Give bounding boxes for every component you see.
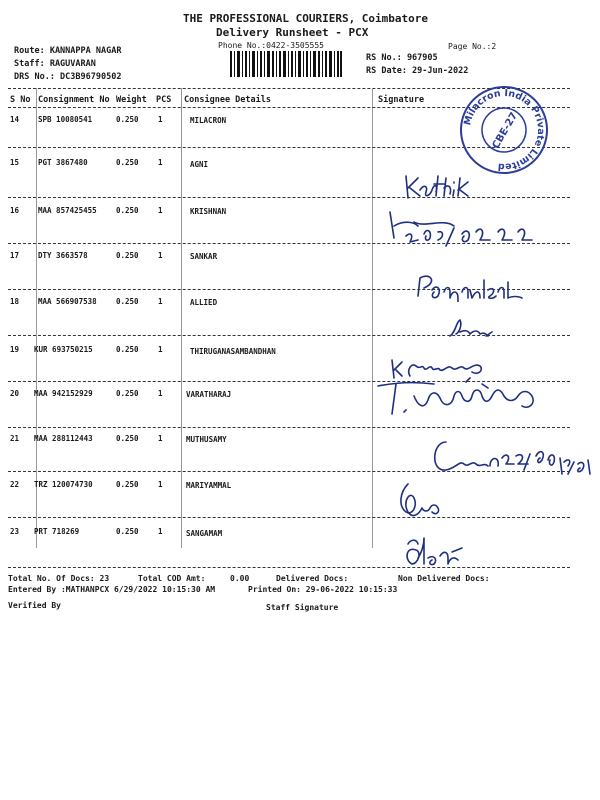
col-consignee: Consignee Details [184,95,271,105]
row-consignee: SANGAMAM [186,529,223,538]
row-consignee: SANKAR [190,252,218,261]
table-bottom-rule [8,567,570,568]
verified-by: Verified By [8,601,61,610]
total-docs: Total No. Of Docs: 23 [8,574,110,583]
row-sno: 18 [10,297,20,306]
row-consignee: MILACRON [190,116,227,125]
row-weight: 0.250 [116,345,139,354]
row-weight: 0.250 [116,389,139,398]
page-number: Page No.:2 [448,42,497,51]
col-signature: Signature [378,95,425,105]
row-consignment: KUR 693750215 [34,345,93,354]
row-sno: 17 [10,251,20,260]
row-pcs: 1 [158,345,163,354]
col-weight: Weight [116,95,147,105]
col-pcs: PCS [156,95,172,105]
signature-row22 [394,478,450,522]
row-consignment: PGT 3867480 [38,158,88,167]
stamp-text: Milacron India Private Limited [462,87,547,173]
signature-row21 [428,436,598,488]
rs-date: RS Date: 29-Jun-2022 [366,66,469,76]
entered-by: Entered By :MATHANPCX 6/29/2022 10:15:30 AM [8,585,216,594]
column-divider [181,88,182,548]
signature-row15 [400,170,480,202]
col-consignment: Consignment No [38,95,110,105]
signature-row17 [414,272,526,302]
row-rule [8,517,570,518]
barcode [230,51,342,77]
row-weight: 0.250 [116,434,139,443]
row-weight: 0.250 [116,115,139,124]
row-sno: 16 [10,206,20,215]
staff-label: Staff: RAGUVARAN [14,59,96,69]
signature-row20 [374,376,564,420]
row-rule [8,427,570,428]
signature-row23 [400,534,480,570]
row-sno: 15 [10,158,20,167]
row-weight: 0.250 [116,297,139,306]
route-label: Route: KANNAPPA NAGAR [14,46,122,56]
row-sno: 14 [10,115,20,124]
row-pcs: 1 [158,297,163,306]
column-divider [372,88,373,548]
non-delivered-docs: Non Delivered Docs: [398,574,490,583]
row-consignee: THIRUGANASAMBANDHAN [190,347,276,356]
row-consignee: MARIYAMMAL [186,481,232,490]
printed-on: Printed On: 29-06-2022 10:15:33 [248,585,398,594]
row-weight: 0.250 [116,206,139,215]
row-pcs: 1 [158,434,163,443]
row-consignee: ALLIED [190,298,218,307]
signature-row18 [446,316,496,340]
row-pcs: 1 [158,115,163,124]
row-sno: 23 [10,527,20,536]
row-consignment: MAA 288112443 [34,434,93,443]
row-consignee: MUTHUSAMY [186,435,227,444]
row-weight: 0.250 [116,158,139,167]
row-pcs: 1 [158,251,163,260]
row-consignee: AGNI [190,160,209,169]
signature-row16 [384,210,534,250]
row-consignment: DTY 3663578 [38,251,88,260]
row-consignment: SPB 10080541 [38,115,93,124]
row-weight: 0.250 [116,480,139,489]
stamp-code: CBE-27 [490,110,521,151]
row-sno: 20 [10,389,20,398]
row-rule [8,197,570,198]
col-sno: S No [10,95,31,105]
total-cod-label: Total COD Amt: [138,574,206,583]
row-consignment: MAA 942152929 [34,389,93,398]
phone-number: Phone No.:0422-3505555 [218,41,324,50]
company-stamp [458,84,550,176]
row-pcs: 1 [158,158,163,167]
row-consignment: MAA 566907538 [38,297,97,306]
row-pcs: 1 [158,206,163,215]
staff-signature: Staff Signature [266,603,339,612]
total-cod-value: 0.00 [230,574,250,583]
row-consignment: MAA 857425455 [38,206,97,215]
document-title: Delivery Runsheet - PCX [216,26,369,39]
row-pcs: 1 [158,389,163,398]
row-sno: 21 [10,434,20,443]
row-consignment: PRT 718269 [34,527,80,536]
rs-number: RS No.: 967905 [366,53,438,63]
row-consignee: VARATHARAJ [186,390,232,399]
delivered-docs: Delivered Docs: [276,574,349,583]
row-weight: 0.250 [116,251,139,260]
row-sno: 22 [10,480,20,489]
row-sno: 19 [10,345,20,354]
row-weight: 0.250 [116,527,139,536]
row-consignment: TRZ 120074730 [34,480,93,489]
column-divider [36,88,37,548]
row-pcs: 1 [158,527,163,536]
row-pcs: 1 [158,480,163,489]
row-consignee: KRISHNAN [190,207,227,216]
drs-number: DRS No.: DC3B96790502 [14,72,122,82]
company-title: THE PROFESSIONAL COURIERS, Coimbatore [183,12,429,25]
